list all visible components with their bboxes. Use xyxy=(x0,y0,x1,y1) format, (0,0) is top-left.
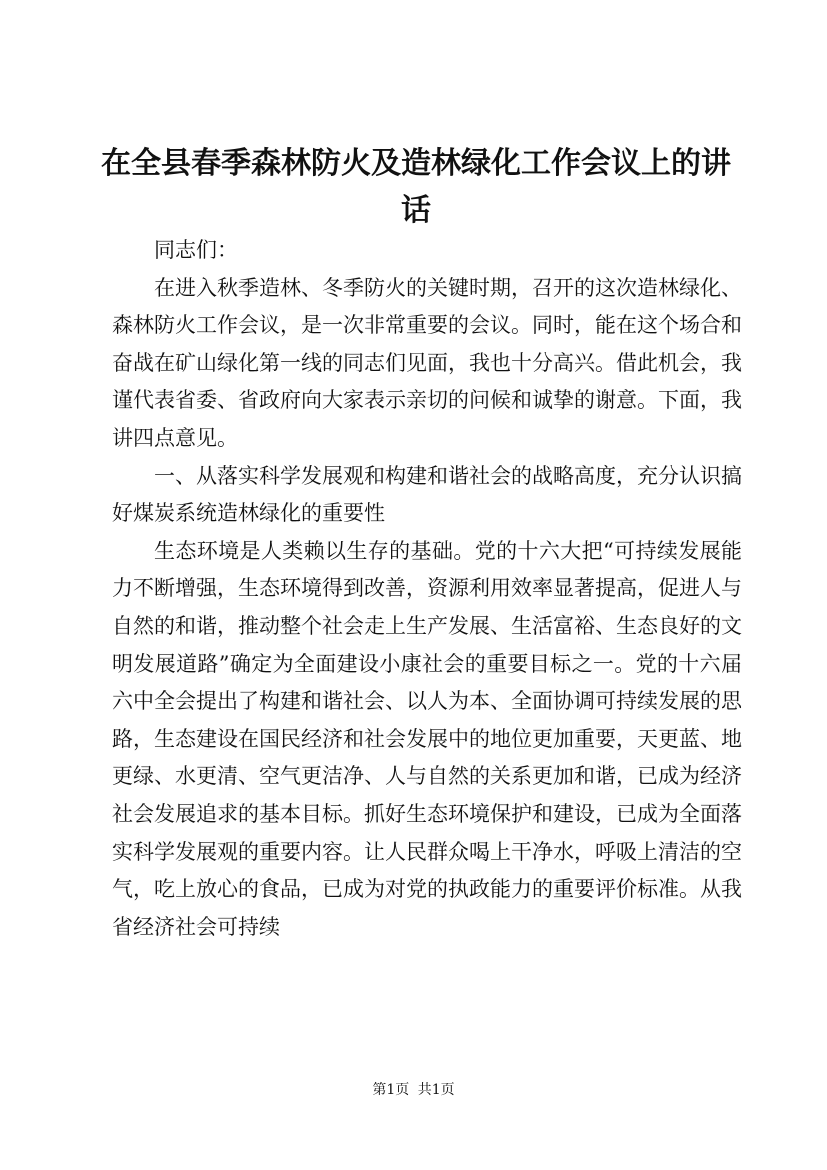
page-total: 共1页 xyxy=(417,1082,455,1098)
paragraph-ecology: 生态环境是人类赖以生存的基础。党的十六大把“可持续发展能力不断增强，生态环境得到改善，资源利用效率显著提高，促进人与自然的和谐，推动整个社会走上生产发展、生活富裕、生态良好的文明发展道路”确定为全面建设小康社会的重要目标之一。党的十六届六中全会提出了构建和谐社会、以人为本、全面协调可持续发展的思路，生态建设在国民经济和社会发展中的地位更加重要，天更蓝、地更绿、水更清、空气更洁净、人与自然的关系更加和谐，已成为经济社会发展追求的基本目标。抓好生态环境保护和建设，已成为全面落实科学发展观的重要内容。让人民群众喝上干净水，呼吸上清洁的空气，吃上放心的食品，已成为对党的执政能力的重要评价标准。从我省经济社会可持续 xyxy=(112,538,742,939)
document-body xyxy=(112,232,742,946)
salutation: 同志们： xyxy=(154,238,238,262)
page-footer xyxy=(0,1080,827,1100)
page-number: 第1页 xyxy=(372,1082,410,1098)
section-heading-1: 一、从落实科学发展观和构建和谐社会的战略高度，充分认识搞好煤炭系统造林绿化的重要性 xyxy=(112,463,742,526)
document-title: 在全县春季森林防火及造林绿化工作会议上的讲话 xyxy=(101,146,731,228)
paragraph-opening: 在进入秋季造林、冬季防火的关键时期，召开的这次造林绿化、森林防火工作会议，是一次非常重要的会议。同时，能在这个场合和奋战在矿山绿化第一线的同志们见面，我也十分高兴。借此机会，我谨代表省委、省政府向大家表示亲切的问候和诚挚的谢意。下面，我讲四点意见。 xyxy=(112,275,742,450)
